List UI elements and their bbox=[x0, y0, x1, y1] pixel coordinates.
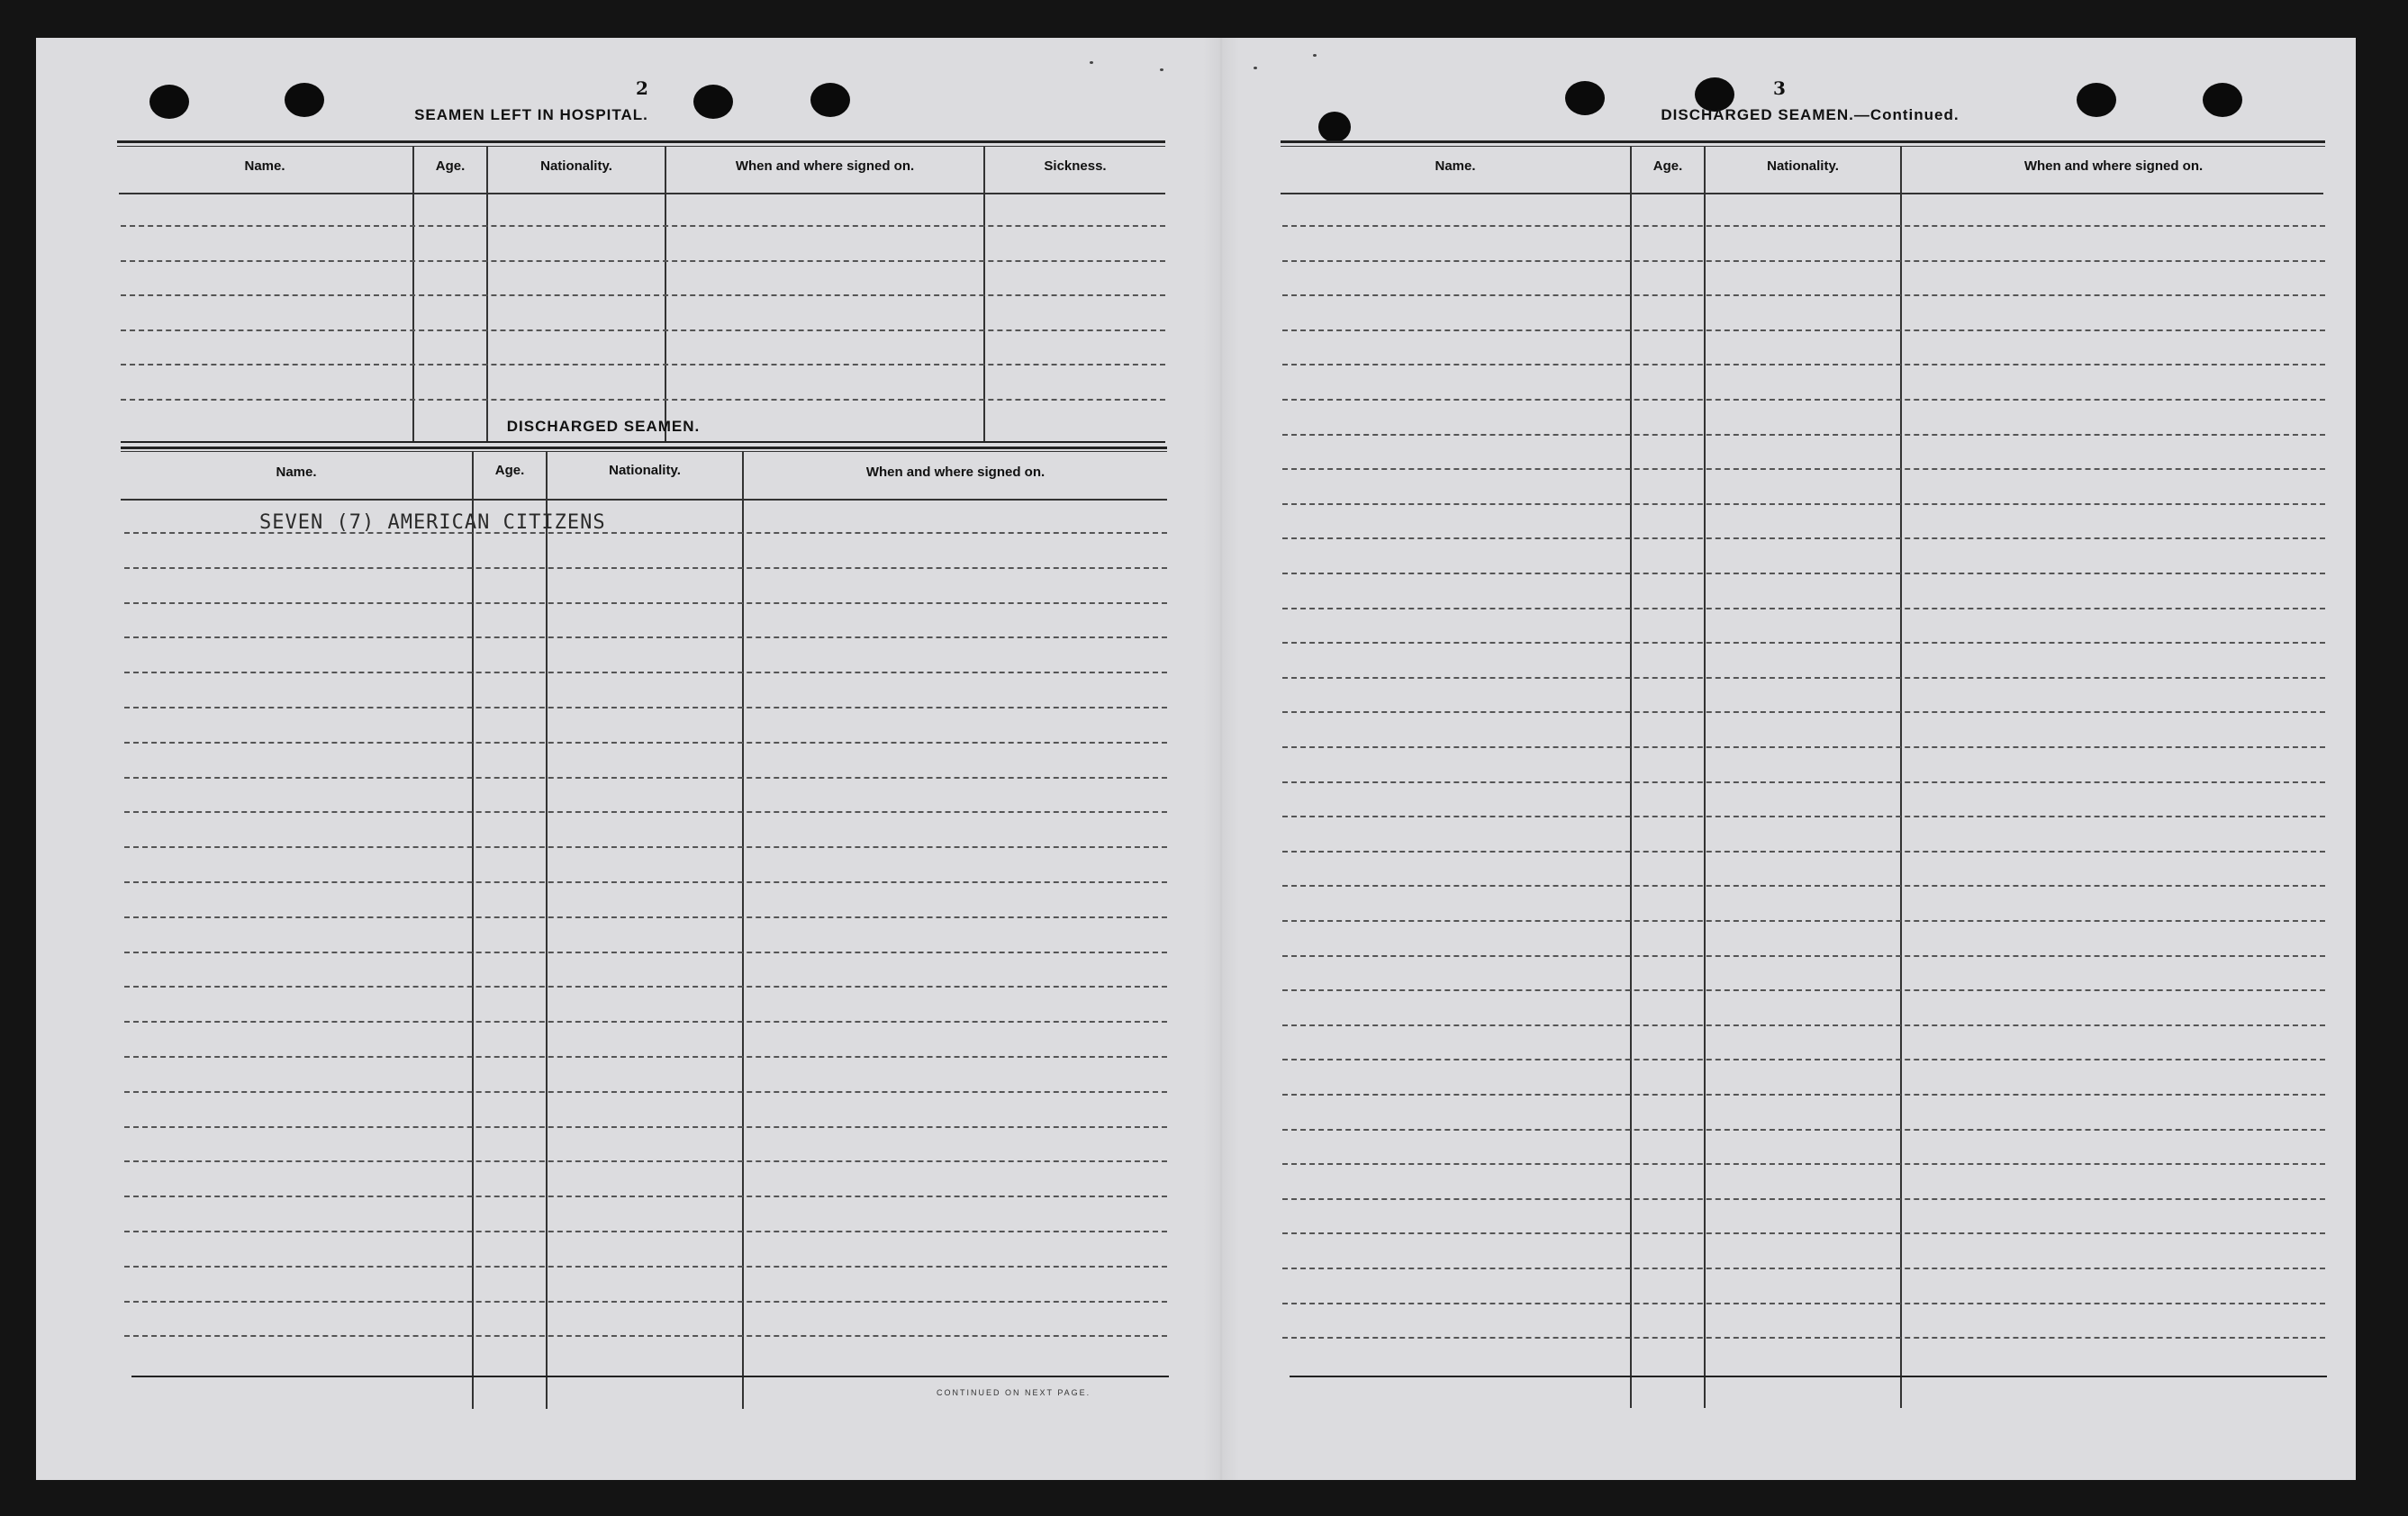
dotted-row-line bbox=[1282, 1094, 2325, 1096]
dotted-row-line bbox=[124, 1266, 1167, 1268]
punch-hole bbox=[810, 83, 850, 117]
column-divider bbox=[665, 146, 666, 441]
dotted-row-line bbox=[124, 742, 1167, 744]
page-number-left: 2 bbox=[636, 77, 648, 99]
dotted-row-line bbox=[1282, 260, 2325, 262]
discharged-continued-title: DISCHARGED SEAMEN.—Continued. bbox=[1661, 106, 1960, 123]
dotted-row-line bbox=[1282, 677, 2325, 679]
dotted-row-line bbox=[124, 1231, 1167, 1232]
column-divider bbox=[412, 146, 414, 441]
column-divider bbox=[1900, 146, 1902, 1408]
dotted-row-line bbox=[1282, 1059, 2325, 1060]
dotted-row-line bbox=[124, 707, 1167, 708]
dotted-row-line bbox=[124, 1056, 1167, 1058]
dotted-row-line bbox=[1282, 1129, 2325, 1131]
dotted-row-line bbox=[1282, 1024, 2325, 1026]
col-head-signed-on: When and where signed on. bbox=[865, 465, 1046, 480]
dotted-row-line bbox=[1282, 989, 2325, 991]
table-top-rule bbox=[117, 140, 1165, 143]
dotted-row-line bbox=[1282, 816, 2325, 817]
dotted-row-line bbox=[1282, 1163, 2325, 1165]
dotted-row-line bbox=[1282, 329, 2325, 331]
column-divider bbox=[1704, 146, 1706, 1408]
dotted-row-line bbox=[121, 364, 1165, 365]
dotted-row-line bbox=[1282, 885, 2325, 887]
table-bottom-rule bbox=[1290, 1376, 2327, 1377]
dotted-row-line bbox=[1282, 746, 2325, 748]
dotted-row-line bbox=[124, 916, 1167, 918]
dotted-row-line bbox=[124, 636, 1167, 638]
col-head-signed-on: When and where signed on. bbox=[735, 158, 915, 174]
dotted-row-line bbox=[124, 567, 1167, 569]
dotted-row-line bbox=[1282, 642, 2325, 644]
table-top-rule bbox=[1281, 146, 2325, 147]
table-top-rule bbox=[117, 146, 1165, 147]
dotted-row-line bbox=[121, 399, 1165, 401]
dotted-row-line bbox=[1282, 225, 2325, 227]
punch-hole bbox=[693, 85, 733, 119]
col-head-age: Age. bbox=[1652, 158, 1683, 174]
dotted-row-line bbox=[124, 1335, 1167, 1337]
dotted-row-line bbox=[124, 846, 1167, 848]
col-head-name: Name. bbox=[244, 158, 285, 174]
dotted-row-line bbox=[124, 881, 1167, 883]
header-rule bbox=[1281, 193, 2323, 194]
col-head-nationality: Nationality. bbox=[540, 158, 612, 174]
dotted-row-line bbox=[121, 329, 1165, 331]
dotted-row-line bbox=[1282, 434, 2325, 436]
dotted-row-line bbox=[1282, 711, 2325, 713]
dotted-row-line bbox=[1282, 1268, 2325, 1269]
dotted-row-line bbox=[1282, 851, 2325, 853]
dotted-row-line bbox=[1282, 1198, 2325, 1200]
dotted-row-line bbox=[1282, 1337, 2325, 1339]
col-head-name: Name. bbox=[276, 465, 317, 480]
col-head-sickness: Sickness. bbox=[1044, 158, 1107, 174]
document-sheet bbox=[36, 38, 2356, 1480]
punch-hole bbox=[285, 83, 324, 117]
col-head-nationality: Nationality. bbox=[609, 463, 681, 478]
dotted-row-line bbox=[121, 294, 1165, 296]
dotted-row-line bbox=[124, 1301, 1167, 1303]
dotted-row-line bbox=[124, 1126, 1167, 1128]
dotted-row-line bbox=[1282, 468, 2325, 470]
table-top-rule bbox=[1281, 140, 2325, 143]
continued-note: CONTINUED ON NEXT PAGE. bbox=[937, 1388, 1091, 1397]
column-divider bbox=[486, 146, 488, 441]
dotted-row-line bbox=[121, 225, 1165, 227]
dotted-row-line bbox=[1282, 503, 2325, 505]
punch-hole bbox=[2077, 83, 2116, 117]
dotted-row-line bbox=[1282, 294, 2325, 296]
page-fold bbox=[1203, 38, 1239, 1480]
dotted-row-line bbox=[1282, 608, 2325, 609]
punch-hole bbox=[2203, 83, 2242, 117]
col-head-age: Age. bbox=[494, 463, 525, 478]
header-rule bbox=[121, 499, 1167, 501]
dotted-row-line bbox=[121, 260, 1165, 262]
dotted-row-line bbox=[124, 952, 1167, 953]
col-head-name: Name. bbox=[1435, 158, 1476, 174]
dotted-row-line bbox=[1282, 955, 2325, 957]
col-head-age: Age. bbox=[435, 158, 466, 174]
dotted-row-line bbox=[124, 811, 1167, 813]
dotted-row-line bbox=[1282, 364, 2325, 365]
dotted-row-line bbox=[1282, 1232, 2325, 1234]
punch-hole bbox=[1565, 81, 1605, 115]
dotted-row-line bbox=[124, 602, 1167, 604]
column-divider bbox=[983, 146, 985, 441]
page-number-right: 3 bbox=[1773, 77, 1786, 99]
dotted-row-line bbox=[124, 672, 1167, 673]
dotted-row-line bbox=[1282, 1303, 2325, 1304]
dotted-row-line bbox=[1282, 920, 2325, 922]
typed-entry: SEVEN (7) AMERICAN CITIZENS bbox=[259, 511, 606, 534]
hospital-section-title: SEAMEN LEFT IN HOSPITAL. bbox=[414, 106, 648, 123]
hospital-bottom-rule bbox=[121, 441, 1165, 443]
dotted-row-line bbox=[1282, 573, 2325, 574]
col-head-signed-on: When and where signed on. bbox=[2023, 158, 2204, 174]
dotted-row-line bbox=[1282, 537, 2325, 539]
dotted-row-line bbox=[124, 1160, 1167, 1162]
table-bottom-rule bbox=[131, 1376, 1169, 1377]
punch-hole bbox=[1318, 112, 1351, 142]
column-divider bbox=[1630, 146, 1632, 1408]
table-top-rule bbox=[121, 451, 1167, 452]
dotted-row-line bbox=[124, 1021, 1167, 1023]
dotted-row-line bbox=[1282, 399, 2325, 401]
dotted-row-line bbox=[124, 986, 1167, 988]
discharged-section-title: DISCHARGED SEAMEN. bbox=[506, 418, 701, 435]
dotted-row-line bbox=[1282, 781, 2325, 783]
table-top-rule bbox=[121, 447, 1167, 449]
dotted-row-line bbox=[124, 1196, 1167, 1197]
header-rule bbox=[119, 193, 1165, 194]
dotted-row-line bbox=[124, 1091, 1167, 1093]
col-head-nationality: Nationality. bbox=[1767, 158, 1839, 174]
dotted-row-line bbox=[124, 777, 1167, 779]
punch-hole bbox=[149, 85, 189, 119]
